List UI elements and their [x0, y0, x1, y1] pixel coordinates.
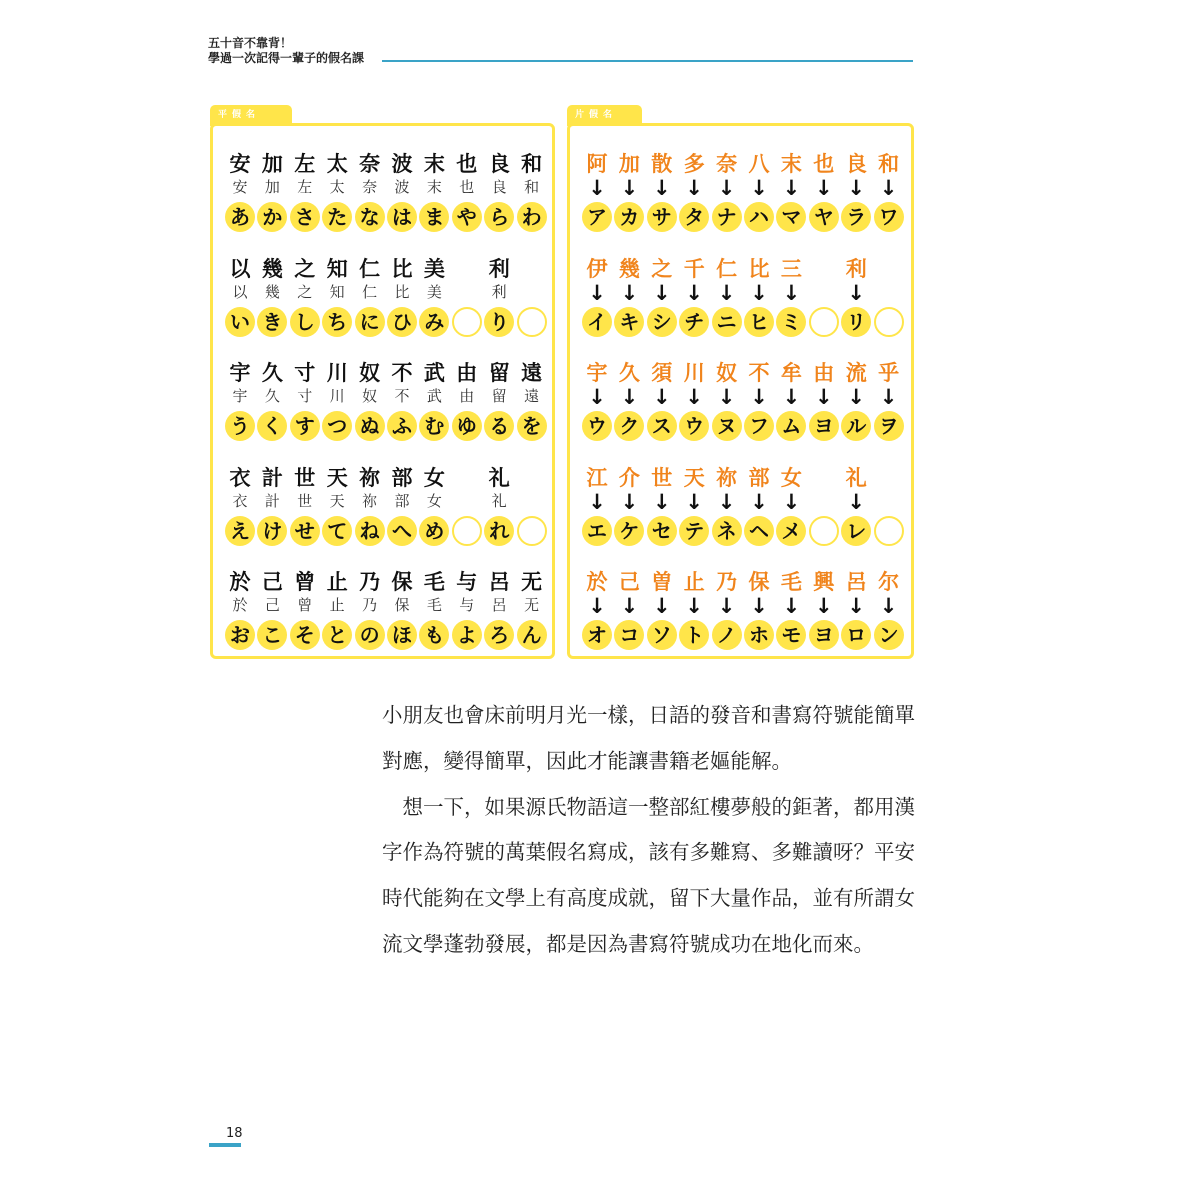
cursive-form: 遠 [524, 387, 540, 405]
cursive-form: 知 [329, 282, 345, 301]
source-kanji: 波 [391, 152, 413, 176]
hiragana-char: す [290, 411, 320, 441]
header-rule [382, 60, 913, 62]
cursive-form: 也 [459, 178, 475, 196]
source-kanji: 流 [845, 361, 867, 385]
source-kanji: 由 [813, 361, 835, 385]
arrow-icon: ↓ [717, 280, 736, 305]
cursive-form: 礼 [491, 491, 507, 510]
source-kanji: 不 [391, 361, 413, 385]
katakana-char: カ [614, 202, 644, 232]
katakana-char: ウ [582, 411, 612, 441]
source-kanji: 良 [488, 152, 510, 176]
source-kanji: 天 [326, 465, 348, 490]
arrow-icon: ↓ [685, 489, 703, 514]
source-kanji: 伊 [586, 256, 608, 281]
body-text [382, 693, 917, 968]
source-kanji: 世 [294, 465, 316, 490]
hiragana-char: け [257, 516, 287, 546]
arrow-icon: ↓ [685, 594, 703, 618]
source-kanji: 加 [261, 152, 283, 176]
cursive-form: 良 [491, 178, 507, 196]
cursive-form: 世 [297, 491, 313, 510]
katakana-char: ニ [712, 307, 742, 337]
source-kanji: 己 [261, 570, 283, 594]
katakana-char: ヤ [809, 202, 839, 232]
katakana-tab: 片假名 [567, 105, 642, 126]
katakana-char: ワ [874, 202, 904, 232]
arrow-icon: ↓ [685, 176, 703, 200]
katakana-char: エ [582, 516, 612, 546]
source-kanji: 止 [683, 570, 705, 594]
hiragana-char: ほ [387, 620, 417, 650]
arrow-icon: ↓ [782, 489, 801, 514]
arrow-icon: ↓ [717, 385, 736, 409]
cursive-form: 衣 [232, 491, 248, 510]
source-kanji: 武 [423, 361, 445, 385]
arrow-icon: ↓ [620, 594, 639, 618]
source-kanji: 良 [845, 152, 867, 176]
hiragana-char: あ [225, 202, 255, 232]
source-kanji: 之 [651, 256, 673, 281]
cursive-form: 仁 [362, 282, 378, 301]
source-kanji: 安 [229, 152, 251, 176]
arrow-icon: ↓ [782, 385, 801, 409]
katakana-char: ホ [744, 620, 774, 650]
arrow-icon: ↓ [750, 489, 768, 514]
source-kanji: 以 [229, 256, 251, 281]
source-kanji: 留 [488, 361, 510, 385]
cursive-form: 与 [459, 596, 475, 614]
katakana-char: ス [647, 411, 677, 441]
source-kanji: 寸 [294, 361, 316, 385]
arrow-icon: ↓ [782, 594, 801, 618]
source-kanji: 和 [878, 152, 900, 176]
katakana-char: タ [679, 202, 709, 232]
cursive-form: 武 [426, 387, 442, 405]
hiragana-char: ま [419, 202, 449, 232]
source-kanji: 江 [586, 465, 608, 490]
hiragana-char: や [452, 202, 482, 232]
hiragana-char: て [322, 516, 352, 546]
katakana-char: ノ [712, 620, 742, 650]
cursive-form: 无 [524, 596, 540, 614]
arrow-icon: ↓ [782, 176, 801, 200]
source-kanji: 宇 [586, 361, 608, 385]
cursive-form: 止 [329, 596, 345, 614]
hiragana-char: さ [290, 202, 320, 232]
source-kanji: 久 [261, 361, 283, 385]
source-kanji: 加 [618, 152, 640, 176]
source-kanji: 礼 [488, 465, 510, 490]
katakana-char: フ [744, 411, 774, 441]
source-kanji: 世 [651, 465, 673, 490]
hiragana-char: き [257, 307, 287, 337]
cursive-form: 太 [329, 178, 345, 196]
arrow-icon: ↓ [588, 280, 606, 305]
hiragana-char: ぬ [355, 411, 385, 441]
cursive-form: 不 [394, 387, 410, 405]
source-kanji: 礼 [845, 465, 867, 490]
cursive-form: 末 [426, 178, 442, 196]
source-kanji: 利 [845, 256, 867, 281]
katakana-char: ル [841, 411, 871, 441]
arrow-icon: ↓ [879, 176, 898, 200]
hiragana-tab: 平假名 [210, 105, 292, 126]
source-kanji: 女 [780, 465, 802, 490]
katakana-char: ア [582, 202, 612, 232]
katakana-char: チ [679, 307, 709, 337]
source-kanji: 幾 [618, 256, 640, 281]
source-kanji: 計 [261, 465, 283, 490]
cursive-form: 由 [459, 387, 475, 405]
katakana-char: キ [614, 307, 644, 337]
source-kanji: 呂 [845, 570, 867, 594]
empty-slot [874, 516, 904, 546]
source-kanji: 仁 [716, 256, 738, 281]
hiragana-char: く [257, 411, 287, 441]
hiragana-char: に [355, 307, 385, 337]
hiragana-char: か [257, 202, 287, 232]
arrow-icon: ↓ [847, 385, 865, 409]
source-kanji: 曽 [651, 570, 673, 594]
arrow-icon: ↓ [750, 385, 768, 409]
header-line-1: 五十音不靠背！ [208, 36, 293, 50]
empty-slot [809, 307, 839, 337]
cursive-form: 乃 [362, 596, 378, 614]
hiragana-char: む [419, 411, 449, 441]
hiragana-table [210, 123, 555, 659]
arrow-icon: ↓ [717, 176, 736, 200]
arrow-icon: ↓ [620, 176, 639, 200]
katakana-char: ハ [744, 202, 774, 232]
arrow-icon: ↓ [685, 385, 703, 409]
source-kanji: 八 [748, 152, 770, 176]
hiragana-char: れ [484, 516, 514, 546]
source-kanji: 於 [229, 570, 251, 594]
katakana-char: ヨ [809, 620, 839, 650]
hiragana-char: ん [517, 620, 547, 650]
katakana-char: ラ [841, 202, 871, 232]
hiragana-char: し [290, 307, 320, 337]
katakana-char: ロ [841, 620, 871, 650]
arrow-icon: ↓ [879, 594, 898, 618]
source-kanji: 川 [683, 361, 705, 385]
source-kanji: 末 [423, 152, 445, 176]
arrow-icon: ↓ [588, 594, 606, 618]
source-kanji: 和 [521, 152, 543, 176]
source-kanji: 祢 [359, 465, 381, 490]
cursive-form: 比 [394, 282, 410, 301]
source-kanji: 比 [748, 256, 770, 281]
hiragana-char: い [225, 307, 255, 337]
hiragana-char: ろ [484, 620, 514, 650]
source-kanji: 之 [294, 256, 316, 281]
katakana-char: ヘ [744, 516, 774, 546]
katakana-char: イ [582, 307, 612, 337]
empty-slot [809, 516, 839, 546]
hiragana-char: み [419, 307, 449, 337]
arrow-icon: ↓ [652, 594, 671, 618]
source-kanji: 乃 [359, 570, 381, 594]
hiragana-char: る [484, 411, 514, 441]
katakana-char: ケ [614, 516, 644, 546]
arrow-icon: ↓ [588, 385, 606, 409]
arrow-icon: ↓ [847, 176, 865, 200]
source-kanji: 止 [326, 570, 348, 594]
empty-slot [452, 307, 482, 337]
katakana-char: メ [776, 516, 806, 546]
arrow-icon: ↓ [717, 489, 736, 514]
arrow-icon: ↓ [685, 280, 703, 305]
katakana-char: ヲ [874, 411, 904, 441]
katakana-char: テ [679, 516, 709, 546]
cursive-form: 波 [394, 178, 410, 196]
hiragana-char: ふ [387, 411, 417, 441]
katakana-char: リ [841, 307, 871, 337]
cursive-form: 之 [297, 282, 313, 301]
header-line-2: 學過一次記得一輩子的假名課 [208, 51, 365, 65]
source-kanji: 奈 [359, 152, 381, 176]
source-kanji: 阿 [586, 152, 608, 176]
hiragana-char: せ [290, 516, 320, 546]
arrow-icon: ↓ [717, 594, 736, 618]
katakana-char: モ [776, 620, 806, 650]
arrow-icon: ↓ [620, 385, 639, 409]
cursive-form: 利 [491, 282, 507, 301]
katakana-char: ヌ [712, 411, 742, 441]
source-kanji: 千 [683, 256, 705, 281]
hiragana-char: の [355, 620, 385, 650]
hiragana-char: う [225, 411, 255, 441]
source-kanji: 己 [618, 570, 640, 594]
paragraph-1: 小朋友也會床前明月光一樣，日語的發音和書寫符號能簡單對應，變得簡單，因此才能讓書籍老嫗能解。 [382, 703, 915, 773]
empty-slot [874, 307, 904, 337]
source-kanji: 乎 [878, 361, 900, 385]
cursive-form: 計 [264, 491, 280, 510]
source-kanji: 左 [294, 152, 316, 176]
hiragana-char: を [517, 411, 547, 441]
cursive-form: 祢 [362, 491, 378, 510]
cursive-form: 加 [264, 178, 280, 196]
source-kanji: 女 [423, 465, 445, 490]
source-kanji: 保 [391, 570, 413, 594]
source-kanji: 散 [651, 152, 673, 176]
arrow-icon: ↓ [652, 489, 671, 514]
arrow-icon: ↓ [652, 385, 671, 409]
source-kanji: 不 [748, 361, 770, 385]
source-kanji: 无 [521, 570, 543, 594]
cursive-form: 部 [394, 491, 410, 510]
cursive-form: 久 [264, 387, 280, 405]
cursive-form: 奈 [362, 178, 378, 196]
source-kanji: 須 [651, 361, 673, 385]
source-kanji: 部 [748, 465, 770, 490]
source-kanji: 部 [391, 465, 413, 490]
source-kanji: 久 [618, 361, 640, 385]
source-kanji: 与 [456, 570, 478, 594]
katakana-char: ヨ [809, 411, 839, 441]
hiragana-char: た [322, 202, 352, 232]
source-kanji: 天 [683, 465, 705, 490]
arrow-icon: ↓ [847, 594, 865, 618]
katakana-char: セ [647, 516, 677, 546]
cursive-form: 以 [232, 282, 248, 301]
source-kanji: 也 [456, 152, 478, 176]
empty-slot [517, 516, 547, 546]
source-kanji: 介 [618, 465, 640, 490]
arrow-icon: ↓ [847, 280, 865, 305]
katakana-char: ナ [712, 202, 742, 232]
running-header [208, 36, 364, 66]
katakana-char: ミ [776, 307, 806, 337]
source-kanji: 美 [423, 256, 445, 281]
hiragana-char: と [322, 620, 352, 650]
cursive-form: 左 [297, 178, 313, 196]
hiragana-char: り [484, 307, 514, 337]
source-kanji: 遠 [521, 361, 543, 385]
cursive-form: 保 [394, 596, 410, 614]
source-kanji: 祢 [716, 465, 738, 490]
source-kanji: 保 [748, 570, 770, 594]
cursive-form: 於 [232, 596, 248, 614]
source-kanji: 乃 [716, 570, 738, 594]
source-kanji: 奈 [716, 152, 738, 176]
katakana-char: ヒ [744, 307, 774, 337]
cursive-form: 天 [329, 491, 345, 510]
cursive-form: 和 [524, 178, 540, 196]
hiragana-char: ひ [387, 307, 417, 337]
cursive-form: 川 [329, 387, 345, 405]
source-kanji: 呂 [488, 570, 510, 594]
katakana-char: サ [647, 202, 677, 232]
arrow-icon: ↓ [814, 385, 833, 409]
hiragana-char: こ [257, 620, 287, 650]
arrow-icon: ↓ [750, 594, 768, 618]
cursive-form: 毛 [426, 596, 442, 614]
source-kanji: 奴 [359, 361, 381, 385]
hiragana-char: ね [355, 516, 385, 546]
hiragana-char: ゆ [452, 411, 482, 441]
source-kanji: 幾 [261, 256, 283, 281]
arrow-icon: ↓ [750, 176, 768, 200]
katakana-char: ト [679, 620, 709, 650]
page-number: 18 [226, 1126, 243, 1141]
hiragana-char: お [225, 620, 255, 650]
cursive-form: 宇 [232, 387, 248, 405]
source-kanji: 曾 [294, 570, 316, 594]
source-kanji: 多 [683, 152, 705, 176]
arrow-icon: ↓ [814, 594, 833, 618]
katakana-char: シ [647, 307, 677, 337]
cursive-form: 美 [426, 282, 442, 301]
hiragana-char: そ [290, 620, 320, 650]
source-kanji: 奴 [716, 361, 738, 385]
hiragana-char: よ [452, 620, 482, 650]
arrow-icon: ↓ [750, 280, 768, 305]
cursive-form: 呂 [491, 596, 507, 614]
source-kanji: 末 [780, 152, 802, 176]
katakana-char: レ [841, 516, 871, 546]
katakana-char: コ [614, 620, 644, 650]
cursive-form: 己 [264, 596, 280, 614]
empty-slot [452, 516, 482, 546]
katakana-char: ン [874, 620, 904, 650]
source-kanji: 太 [326, 152, 348, 176]
arrow-icon: ↓ [620, 489, 639, 514]
arrow-icon: ↓ [879, 385, 898, 409]
page-number-bar [209, 1143, 241, 1147]
source-kanji: 三 [780, 256, 802, 281]
cursive-form: 寸 [297, 387, 313, 405]
hiragana-char: わ [517, 202, 547, 232]
hiragana-char: ち [322, 307, 352, 337]
source-kanji: 宇 [229, 361, 251, 385]
hiragana-char: へ [387, 516, 417, 546]
source-kanji: 仁 [359, 256, 381, 281]
arrow-icon: ↓ [847, 489, 865, 514]
hiragana-char: は [387, 202, 417, 232]
cursive-form: 幾 [264, 282, 280, 301]
arrow-icon: ↓ [588, 176, 606, 200]
source-kanji: 牟 [780, 361, 802, 385]
arrow-icon: ↓ [782, 280, 801, 305]
source-kanji: 也 [813, 152, 835, 176]
paragraph-2: 想一下，如果源氏物語這一整部紅樓夢般的鉅著，都用漢字作為符號的萬葉假名寫成，該有多難寫、多難讀呀？平安時代能夠在文學上有高度成就，留下大量作品，並有所謂女流文學蓬勃發展，都是因為書寫符號成功在地化而來。 [382, 794, 915, 956]
source-kanji: 川 [326, 361, 348, 385]
hiragana-char: も [419, 620, 449, 650]
source-kanji: 由 [456, 361, 478, 385]
arrow-icon: ↓ [620, 280, 639, 305]
source-kanji: 毛 [780, 570, 802, 594]
hiragana-char: ら [484, 202, 514, 232]
source-kanji: 尔 [878, 570, 900, 594]
hiragana-char: め [419, 516, 449, 546]
source-kanji: 於 [586, 570, 608, 594]
arrow-icon: ↓ [588, 489, 606, 514]
arrow-icon: ↓ [652, 176, 671, 200]
source-kanji: 衣 [229, 465, 251, 490]
cursive-form: 曾 [297, 596, 313, 614]
katakana-table [567, 123, 914, 659]
hiragana-char: つ [322, 411, 352, 441]
source-kanji: 比 [391, 256, 413, 281]
empty-slot [517, 307, 547, 337]
hiragana-char: え [225, 516, 255, 546]
source-kanji: 興 [813, 570, 835, 594]
katakana-char: ム [776, 411, 806, 441]
arrow-icon: ↓ [652, 280, 671, 305]
source-kanji: 毛 [423, 570, 445, 594]
katakana-char: ク [614, 411, 644, 441]
katakana-char: ソ [647, 620, 677, 650]
cursive-form: 留 [491, 387, 507, 405]
katakana-char: ネ [712, 516, 742, 546]
katakana-char: マ [776, 202, 806, 232]
arrow-icon: ↓ [814, 176, 833, 200]
hiragana-char: な [355, 202, 385, 232]
cursive-form: 女 [426, 491, 442, 510]
katakana-char: オ [582, 620, 612, 650]
source-kanji: 利 [488, 256, 510, 281]
cursive-form: 奴 [362, 387, 378, 405]
katakana-char: ウ [679, 411, 709, 441]
cursive-form: 安 [232, 178, 248, 196]
source-kanji: 知 [326, 256, 348, 281]
